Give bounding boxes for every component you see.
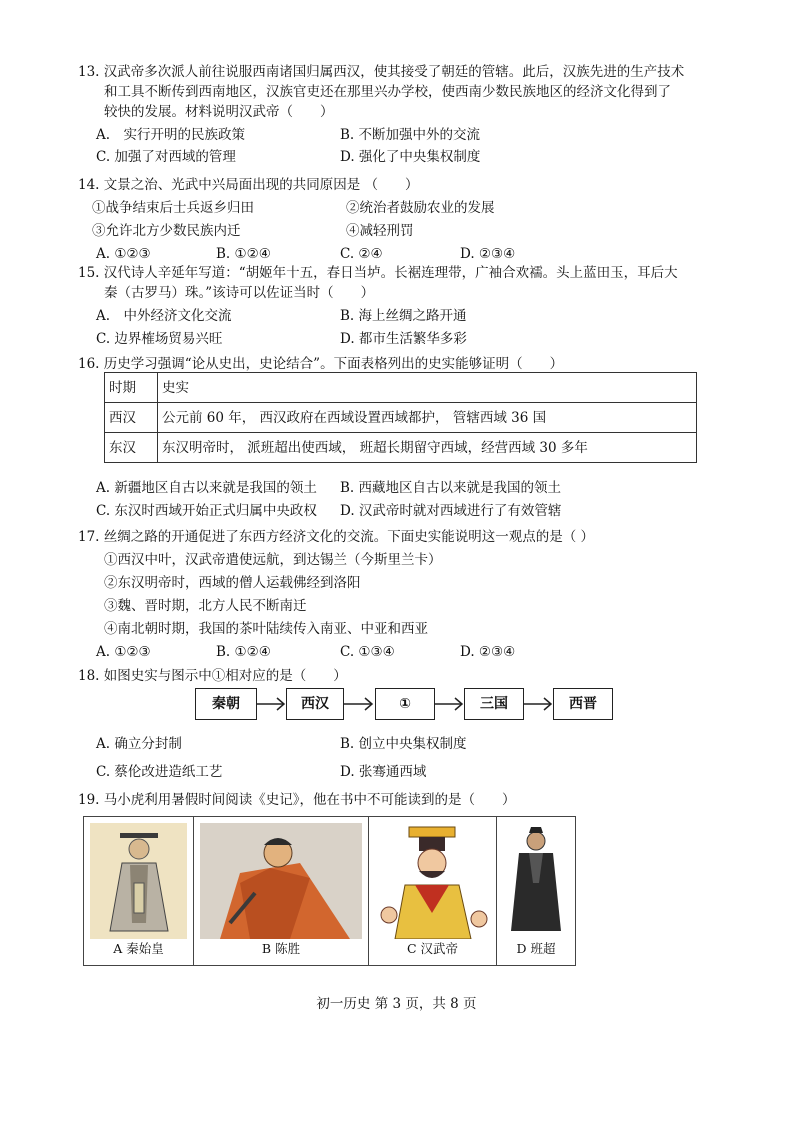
- question-14: [78, 175, 723, 195]
- option-b[interactable]: B. ①②④: [216, 246, 271, 262]
- table-cell: 西汉: [105, 403, 158, 433]
- table-cell: 东汉明帝时， 派班超出使西域， 班超长期留守西域，经营西域 30 多年: [158, 433, 697, 463]
- question-15: [78, 263, 723, 303]
- option-a[interactable]: A. ①②③: [96, 644, 151, 660]
- flow-box-western-jin: 西晋: [553, 688, 613, 720]
- question-15-line-1: 15. 汉代诗人辛延年写道：“胡姬年十五，春日当垆。长裾连理带，广袖合欢襦。头上蓝田玉，耳后大: [78, 265, 678, 281]
- option-b[interactable]: B. 海上丝绸之路开通: [340, 308, 467, 324]
- statement-2: ②统治者鼓励农业的发展: [346, 200, 495, 216]
- question-14-line-1: 14. 文景之治、光武中兴局面出现的共同原因是 （ ）: [78, 177, 419, 193]
- option-c[interactable]: C. ②④: [340, 246, 383, 262]
- question-13: [78, 62, 723, 122]
- history-table: [104, 372, 697, 463]
- question-17: [78, 527, 723, 547]
- question-13-line-2: 和工具不断传到西南地区，汉族官吏还在那里兴办学校，使西南少数民族地区的经济文化得到了: [104, 84, 671, 100]
- question-14-options: [96, 244, 736, 264]
- flow-box-western-han: 西汉: [286, 688, 344, 720]
- question-16-options-row-1: [96, 478, 736, 498]
- arrow-right-icon: [344, 694, 375, 714]
- question-18-line-1: 18. 如图史实与图示中①相对应的是（ ）: [78, 668, 347, 684]
- question-15-line-2: 秦（古罗马）珠。”该诗可以佐证当时（ ）: [104, 285, 375, 301]
- option-c[interactable]: C. 加强了对西域的管理: [96, 149, 236, 165]
- option-d[interactable]: D. 都市生活繁华多彩: [340, 331, 467, 347]
- statement-2: ②东汉明帝时，西域的僧人运载佛经到洛阳: [104, 575, 361, 591]
- caption-b: B 陈胜: [261, 941, 301, 956]
- han-wudi-portrait: [375, 823, 490, 939]
- question-15-options-row-1: [96, 306, 736, 326]
- option-d[interactable]: D. 张骞通西域: [340, 764, 427, 780]
- statement-4: ④南北朝时期，我国的茶叶陆续传入南亚、中亚和西亚: [104, 621, 428, 637]
- option-c[interactable]: C. ①③④: [340, 644, 395, 660]
- option-b[interactable]: B. ①②④: [216, 644, 271, 660]
- question-16: [78, 354, 723, 374]
- option-c[interactable]: C. 东汉时西域开始正式归属中央政权: [96, 503, 317, 519]
- question-18-options-row-2: [96, 762, 736, 782]
- caption-d: D 班超: [516, 941, 556, 956]
- option-b[interactable]: B. 西藏地区自古以来就是我国的领土: [340, 480, 562, 496]
- option-a[interactable]: A. 确立分封制: [96, 736, 182, 752]
- statement-3: ③魏、晋时期，北方人民不断南迁: [104, 598, 307, 614]
- option-c[interactable]: C. 边界榷场贸易兴旺: [96, 331, 223, 347]
- question-19-line-1: 19. 马小虎利用暑假时间阅读《史记》，他在书中不可能读到的是（ ）: [78, 792, 516, 808]
- option-a[interactable]: A. 中外经济文化交流: [96, 308, 232, 324]
- table-header-cell: 史实: [158, 373, 697, 403]
- option-d[interactable]: D. ②③④: [460, 644, 516, 660]
- table-row: [105, 403, 697, 433]
- option-c[interactable]: C. 蔡伦改进造纸工艺: [96, 764, 223, 780]
- qin-shi-huang-portrait: [90, 823, 187, 939]
- table-header-row: [105, 373, 697, 403]
- option-a-cell[interactable]: [84, 817, 194, 965]
- arrow-right-icon: [435, 694, 465, 714]
- question-13-options-row-1: [96, 125, 736, 145]
- option-d[interactable]: D. ②③④: [460, 246, 516, 262]
- flow-box-blank-1: ①: [375, 688, 435, 720]
- question-18-options-row-1: [96, 734, 736, 754]
- flow-box-three-kingdoms: 三国: [464, 688, 524, 720]
- ban-chao-portrait: [503, 823, 569, 939]
- question-13-line-1: 13. 汉武帝多次派人前往说服西南诸国归属西汉，使其接受了朝廷的管辖。此后，汉族先进的生产技术: [78, 64, 685, 80]
- option-d[interactable]: D. 强化了中央集权制度: [340, 149, 481, 165]
- arrow-right-icon: [524, 694, 554, 714]
- arrow-right-icon: [257, 694, 287, 714]
- question-15-options-row-2: [96, 329, 736, 349]
- question-18: [78, 666, 723, 686]
- flow-box-qin: 秦朝: [195, 688, 257, 720]
- option-d-cell[interactable]: [497, 817, 575, 965]
- option-b[interactable]: B. 创立中央集权制度: [340, 736, 467, 752]
- option-d[interactable]: D. 汉武帝时就对西域进行了有效管辖: [340, 503, 562, 519]
- statement-1: ①战争结束后士兵返乡归田: [92, 200, 254, 216]
- chen-sheng-portrait: [200, 823, 362, 939]
- question-16-line-1: 16. 历史学习强调“论从史出，史论结合”。下面表格列出的史实能够证明（ ）: [78, 356, 564, 372]
- table-row: [105, 433, 697, 463]
- table-cell: 公元前 60 年， 西汉政府在西域设置西域都护， 管辖西域 36 国: [158, 403, 697, 433]
- question-13-line-3: 较快的发展。材料说明汉武帝（ ）: [104, 104, 334, 120]
- table-header-cell: 时期: [105, 373, 158, 403]
- statement-3: ③允许北方少数民族内迁: [92, 223, 241, 239]
- option-b-cell[interactable]: [194, 817, 369, 965]
- table-cell: 东汉: [105, 433, 158, 463]
- option-c-cell[interactable]: [369, 817, 497, 965]
- caption-a: A 秦始皇: [113, 941, 164, 956]
- option-b[interactable]: B. 不断加强中外的交流: [340, 127, 481, 143]
- statement-1: ①西汉中叶，汉武帝遣使远航，到达锡兰（今斯里兰卡）: [104, 552, 442, 568]
- statement-4: ④减轻刑罚: [346, 223, 414, 239]
- question-16-options-row-2: [96, 501, 736, 521]
- question-17-options: [96, 642, 736, 662]
- option-a[interactable]: A. ①②③: [96, 246, 151, 262]
- page-footer: 初一历史 第 3 页，共 8 页: [316, 996, 477, 1012]
- portrait-table: [83, 816, 576, 966]
- caption-c: C 汉武帝: [406, 941, 459, 956]
- option-a[interactable]: A. 实行开明的民族政策: [96, 127, 246, 143]
- question-19: [78, 790, 723, 810]
- question-17-line-1: 17. 丝绸之路的开通促进了东西方经济文化的交流。下面史实能说明这一观点的是（ ）: [78, 529, 595, 545]
- question-13-options-row-2: [96, 147, 736, 167]
- option-a[interactable]: A. 新疆地区自古以来就是我国的领土: [96, 480, 317, 496]
